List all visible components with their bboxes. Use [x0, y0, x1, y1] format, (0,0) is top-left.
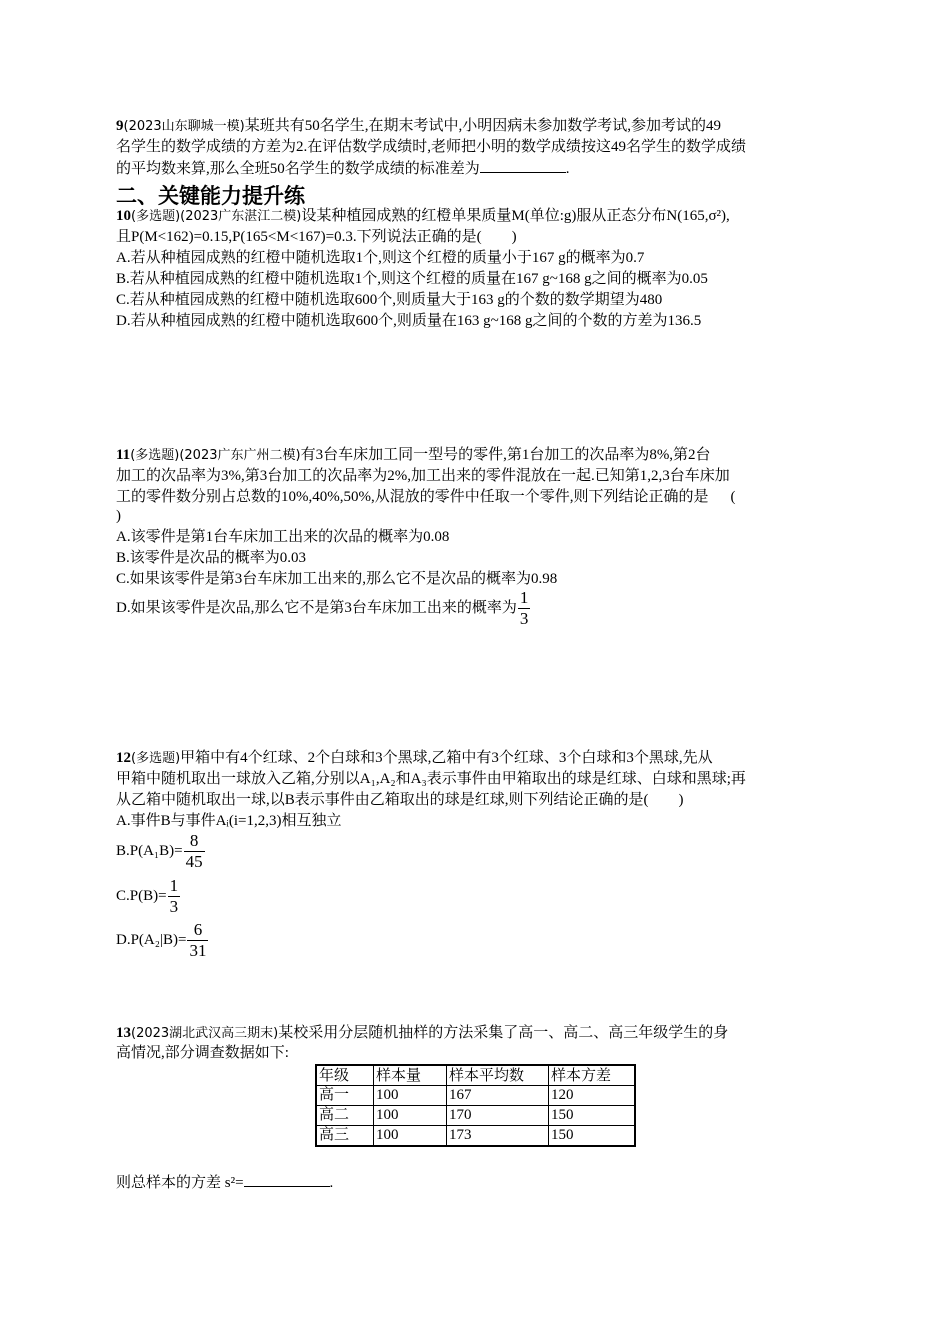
table-row — [316, 1126, 635, 1147]
table-header-cell: 样本平均数 — [447, 1065, 549, 1086]
q12-option-b — [116, 831, 205, 872]
table-cell: 170 — [447, 1106, 549, 1126]
table-header-cell: 样本方差 — [549, 1065, 636, 1086]
table-cell: 高二 — [316, 1106, 374, 1126]
q13-answer-line — [116, 1172, 333, 1194]
q11-line4: ) — [116, 508, 121, 524]
q11-option-d — [116, 588, 530, 629]
q12-source: (多选题) — [131, 751, 181, 766]
q12-option-b-fraction — [184, 831, 205, 872]
q11-option-c: C.如果该零件是第3台车床加工出来的,那么它不是次品的概率为0.98 — [116, 571, 558, 587]
q12-number: 12 — [116, 750, 131, 766]
q9-line1 — [116, 116, 721, 137]
q11-option-b: B.该零件是次品的概率为0.03 — [116, 550, 307, 566]
q13-text-1: 某校采用分层随机抽样的方法采集了高一、高二、高三年级学生的身 — [278, 1025, 729, 1041]
q10-option-b: B.若从种植园成熟的红橙中随机选取1个,则这个红橙的质量在167 g~168 g之间的概率为0.05 — [116, 271, 708, 287]
table-cell: 高三 — [316, 1126, 374, 1147]
q9-answer-blank[interactable] — [480, 158, 566, 173]
q11-source: (多选题)(2023广东广州二模) — [130, 448, 301, 463]
q11-text-3: 工的零件数分别占总数的10%,40%,50%,从混放的零件中任取一个零件,则下列结论正确的是 — [116, 489, 709, 505]
q10-line1 — [116, 206, 730, 227]
q13-line2: 高情况,部分调查数据如下: — [116, 1045, 289, 1061]
q12-line2: 甲箱中随机取出一球放入乙箱,分别以A₁,A₂和A₃表示事件由甲箱取出的球是红球、白球和黑球;再 — [116, 771, 746, 787]
table-header-cell: 年级 — [316, 1065, 374, 1086]
q12-line1 — [116, 748, 713, 769]
q12-option-a: A.事件B与事件Aᵢ(i=1,2,3)相互独立 — [116, 813, 342, 829]
q10-line2: 且P(M<162)=0.15,P(165<M<167)=0.3.下列说法正确的是( ) — [116, 229, 517, 245]
section-title: 二、关键能力提升练 — [116, 184, 305, 208]
q12-option-c-text: C.P(B)= — [116, 887, 167, 904]
table-header-cell: 样本量 — [374, 1065, 447, 1086]
q12-b-denominator: 45 — [185, 852, 203, 871]
q12-line3: 从乙箱中随机取出一球,以B表示事件由乙箱取出的球是红球,则下列结论正确的是( ) — [116, 792, 684, 808]
q9-text-3: 的平均数来算,那么全班50名学生的数学成绩的标准差为 — [116, 161, 480, 177]
q13-source: (2023湖北武汉高三期末) — [131, 1026, 279, 1041]
q9-period: . — [565, 161, 570, 177]
q12-option-d-text: D.P(A₂|B)= — [116, 931, 187, 948]
q11-line2: 加工的次品率为3%,第3台加工的次品率为2%,加工出来的零件混放在一起.已知第1,2,3台车床加 — [116, 468, 730, 484]
q12-b-numerator: 8 — [184, 831, 205, 852]
q11-option-a: A.该零件是第1台车床加工出来的次品的概率为0.08 — [116, 529, 450, 545]
q9-number: 9 — [116, 118, 124, 134]
table-row — [316, 1106, 635, 1126]
q13-line1 — [116, 1023, 728, 1044]
q10-option-c: C.若从种植园成熟的红橙中随机选取600个,则质量大于163 g的个数的数学期望为480 — [116, 292, 663, 308]
q12-option-d-fraction — [187, 920, 208, 961]
q9-text-1: 某班共有50名学生,在期末考试中,小明因病未参加数学考试,参加考试的49 — [244, 118, 721, 134]
q13-number: 13 — [116, 1025, 131, 1041]
q11-text-1: 有3台车床加工同一型号的零件,第1台加工的次品率为8%,第2台 — [300, 447, 711, 463]
table-cell: 150 — [549, 1106, 636, 1126]
q9-line2: 名学生的数学成绩的方差为2.在评估数学成绩时,老师把小明的数学成绩按这49名学生的数学成绩 — [116, 139, 747, 155]
q13-data-table — [315, 1064, 636, 1147]
q12-option-c — [116, 876, 180, 917]
q11-d-denominator: 3 — [519, 609, 529, 628]
table-cell: 高一 — [316, 1086, 374, 1106]
table-cell: 100 — [374, 1106, 447, 1126]
q12-d-numerator: 6 — [187, 920, 208, 941]
q12-text-1: 甲箱中有4个红球、2个白球和3个黑球,乙箱中有3个红球、3个白球和3个黑球,先从 — [180, 750, 713, 766]
table-cell: 100 — [374, 1126, 447, 1147]
table-cell: 100 — [374, 1086, 447, 1106]
q11-d-numerator: 1 — [519, 588, 529, 607]
q12-c-numerator: 1 — [169, 876, 179, 895]
table-cell: 120 — [549, 1086, 636, 1106]
table-row — [316, 1086, 635, 1106]
q12-option-d — [116, 920, 208, 961]
q12-c-denominator: 3 — [169, 897, 179, 916]
table-cell: 167 — [447, 1086, 549, 1106]
q9-source: (2023山东聊城一模) — [123, 119, 245, 134]
q9-line3 — [116, 158, 570, 180]
q11-option-d-fraction — [518, 588, 531, 629]
table-cell: 150 — [549, 1126, 636, 1147]
q11-line3 — [116, 487, 736, 508]
q10-stem-1: 设某种植园成熟的红橙单果质量M(单位:g)服从正态分布N(165,σ²), — [301, 208, 730, 224]
q10-option-d: D.若从种植园成熟的红橙中随机选取600个,则质量在163 g~168 g之间的个数的方差为136.5 — [116, 313, 702, 329]
q13-answer-blank[interactable] — [244, 1172, 330, 1187]
q11-number: 11 — [116, 447, 131, 463]
q13-period: . — [329, 1175, 334, 1191]
table-header-row — [316, 1065, 635, 1086]
q11-option-d-text: D.如果该零件是次品,那么它不是第3台车床加工出来的概率为 — [116, 599, 517, 616]
q10-option-a: A.若从种植园成熟的红橙中随机选取1个,则这个红橙的质量小于167 g的概率为0.7 — [116, 250, 645, 266]
q12-option-b-text: B.P(A₁B)= — [116, 842, 183, 859]
q10-source: (多选题)(2023广东湛江二模) — [131, 209, 302, 224]
q10-number: 10 — [116, 208, 131, 224]
q11-paren-open: ( — [730, 489, 736, 505]
q12-option-c-fraction — [168, 876, 181, 917]
table-cell: 173 — [447, 1126, 549, 1147]
q11-line1 — [116, 445, 711, 466]
q13-answer-prefix: 则总样本的方差 s²= — [116, 1175, 244, 1191]
q12-d-denominator: 31 — [189, 941, 207, 960]
